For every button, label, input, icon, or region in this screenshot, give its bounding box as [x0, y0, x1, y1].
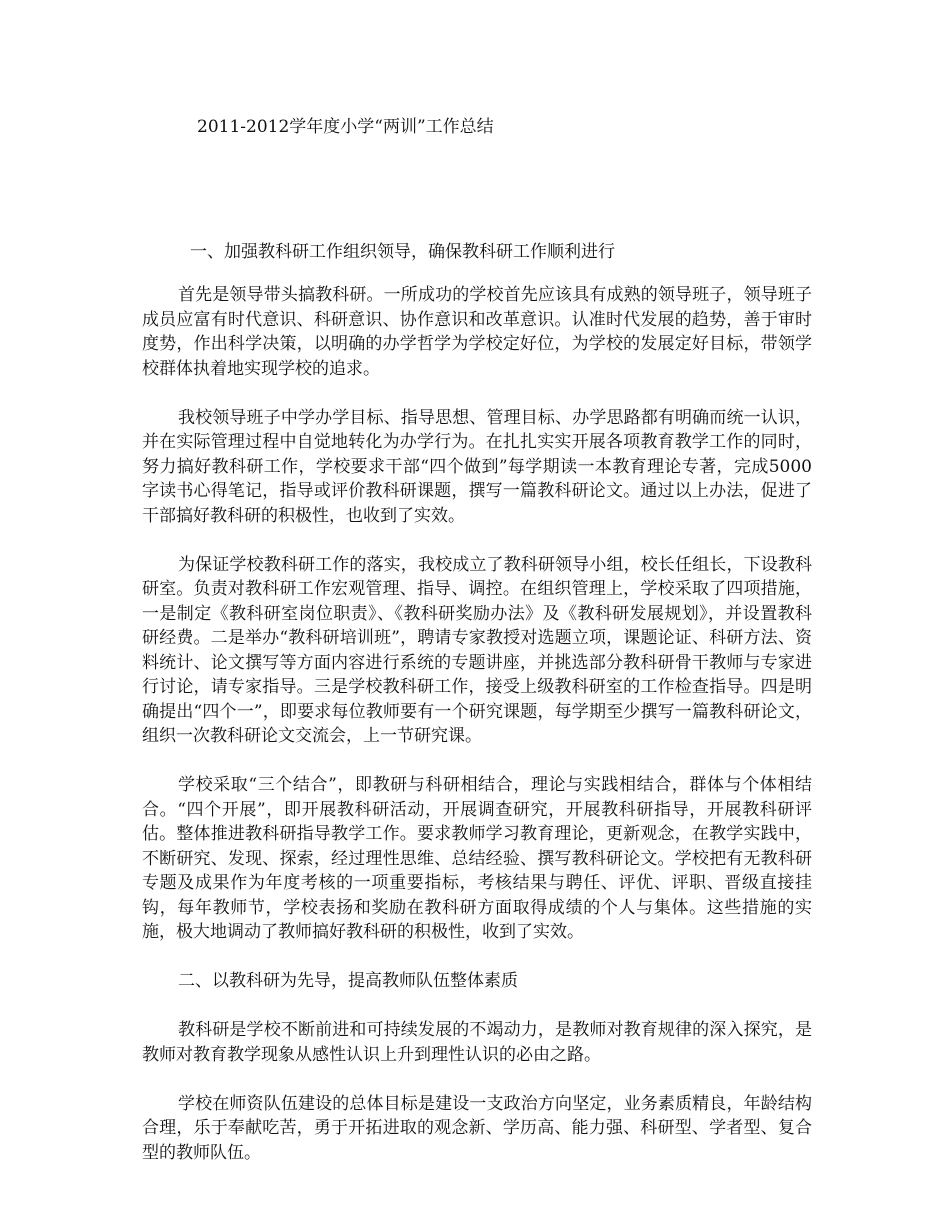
paragraph: 我校领导班子中学办学目标、指导思想、管理目标、办学思路都有明确而统一认识，并在实际管理过程中自觉地转化为办学行为。在扎扎实实开展各项教育教学工作的同时，努力搞好教科研工作，学校要求干部“四个做到”每学期读一本教育理论专著，完成5000字读书心得笔记，指导或评价教科研课题，撰写一篇教科研论文。通过以上办法，促进了干部搞好教科研的积极性，也收到了实效。 [142, 407, 812, 526]
paragraph: 为保证学校教科研工作的落实，我校成立了教科研领导小组，校长任组长，下设教科研室。负责对教科研工作宏观管理、指导、调控。在组织管理上，学校采取了四项措施，一是制定《教科研室岗位职责》、《教科研奖励办法》及《教科研发展规划》，并设置教科研经费。二是举办“教科研培训班”，聘请专家教授对选题立项，课题论证、科研方法、资料统计、论文撰写等方面内容进行系统的专题讲座，并挑选部分教科研骨干教师与专家进行讨论，请专家指导。三是学校教科研工作，接受上级教科研室的工作检查指导。四是明确提出“四个一”，即要求每位教师要有一个研究课题，每学期至少撰写一篇教科研论文，组织一次教科研论文交流会，上一节研究课。 [142, 554, 812, 746]
section-heading-2: 二、以教科研为先导，提高教师队伍整体素质 [178, 971, 518, 991]
document-body [142, 283, 812, 1190]
section-heading-1: 一、加强教科研工作组织领导，确保教科研工作顺利进行 [190, 242, 615, 262]
paragraph: 学校在师资队伍建设的总体目标是建设一支政治方向坚定，业务素质精良，年龄结构合理，乐于奉献吃苦，勇于开拓进取的观念新、学历高、能力强、科研型、学者型、复合型的教师队伍。 [142, 1093, 812, 1163]
document-title: 2011-2012学年度小学“两训”工作总结 [197, 117, 494, 137]
paragraph: 教科研是学校不断前进和可持续发展的不竭动力，是教师对教育规律的深入探究，是教师对教育教学现象从感性认识上升到理性认识的必由之路。 [142, 1020, 812, 1065]
paragraph: 首先是领导带头搞教科研。一所成功的学校首先应该具有成熟的领导班子，领导班子成员应富有时代意识、科研意识、协作意识和改革意识。认准时代发展的趋势，善于审时度势，作出科学决策，以明确的办学哲学为学校定好位，为学校的发展定好目标，带领学校群体执着地实现学校的追求。 [142, 285, 812, 379]
paragraph: 学校采取“三个结合”，即教研与科研相结合，理论与实践相结合，群体与个体相结合。“四个开展”，即开展教科研活动，开展调查研究，开展教科研指导，开展教科研评估。整体推进教科研指导教学工作。要求教师学习教育理论，更新观念，在教学实践中，不断研究、发现、探索，经过理性思维、总结经验、撰写教科研论文。学校把有无教科研专题及成果作为年度考核的一项重要指标，考核结果与聘任、评优、评职、晋级直接挂钩，每年教师节，学校表扬和奖励在教科研方面取得成绩的个人与集体。这些措施的实施，极大地调动了教师搞好教科研的积极性，收到了实效。 [142, 775, 812, 942]
